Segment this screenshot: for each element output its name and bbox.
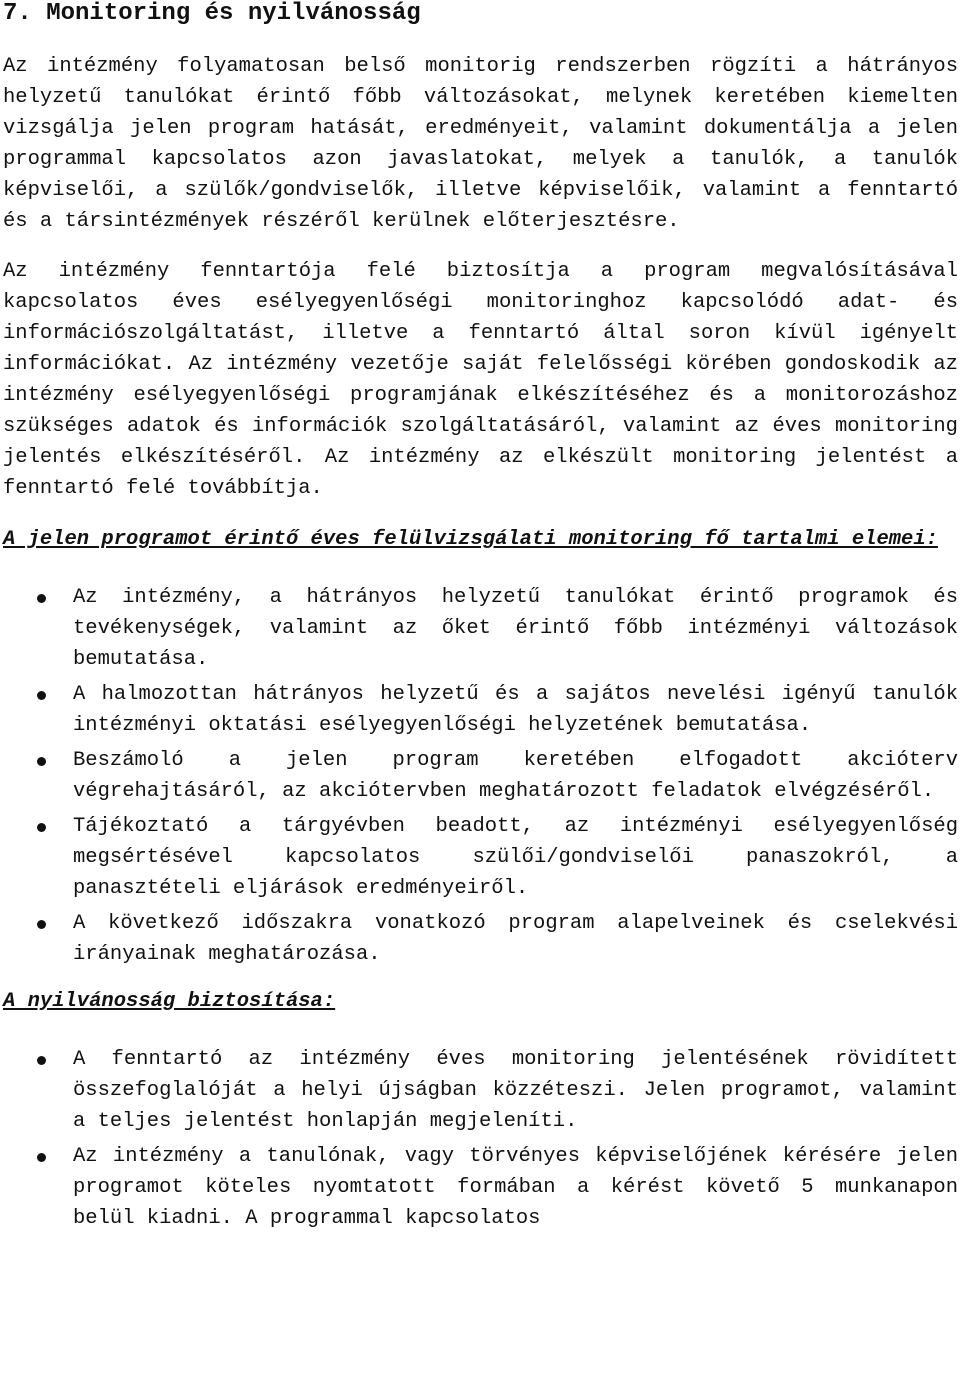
publicity-heading: A nyilvánosság biztosítása: — [3, 990, 336, 1013]
data-provision-paragraph: Az intézmény fenntartója felé biztosítja a program megvalósításával kapcsolatos éves esélyegyenlőségi monitoringhoz kapcsolódó adat- és információszolgáltatást, illetve a fenntartó által soron kívül igényelt információkat. Az intézmény vezetője saját felelősségi körében gondoskodik az intézmény esélyegyenlőségi programjának elkészítéséhez és a monitorozáshoz szükséges adatok és információk szolgáltatásáról, valamint az éves monitoring jelentés elkészítéséről. Az intézmény az elkészült monitoring jelentést a fenntartó felé továbbítja. — [3, 260, 958, 500]
bullet-icon — [37, 823, 46, 832]
bullet-icon — [37, 1056, 46, 1065]
list-item — [3, 1141, 958, 1234]
list-item — [3, 1044, 958, 1137]
list-item-text: A következő időszakra vonatkozó program alapelveinek és cselekvési irányainak meghatározása. — [73, 912, 958, 966]
review-list — [3, 582, 958, 970]
list-item — [3, 745, 958, 807]
list-item — [3, 582, 958, 675]
document-page — [3, 0, 958, 1238]
list-item — [3, 908, 958, 970]
list-item-text: Az intézmény, a hátrányos helyzetű tanulókat érintő programok és tevékenységek, valamint az őket érintő főbb intézményi változások bemutatása. — [73, 586, 958, 671]
publicity-list — [3, 1044, 958, 1234]
list-item — [3, 679, 958, 741]
bullet-icon — [37, 594, 46, 603]
bullet-icon — [37, 757, 46, 766]
bullet-icon — [37, 691, 46, 700]
bullet-icon — [37, 920, 46, 929]
list-item-text: Az intézmény a tanulónak, vagy törvényes képviselőjének kérésére jelen programot köteles nyomtatott formában a kérést követő 5 munkanapon belül kiadni. A programmal kapcsolatos — [73, 1145, 958, 1230]
review-heading: A jelen programot érintő éves felülvizsgálati monitoring fő tartalmi elemei: — [3, 528, 938, 551]
list-item-text: Tájékoztató a tárgyévben beadott, az intézményi esélyegyenlőség megsértésével kapcsolatos szülői/gondviselői panaszokról, a panasztételi eljárások eredményeiről. — [73, 815, 958, 900]
list-item — [3, 811, 958, 904]
list-item-text: Beszámoló a jelen program keretében elfogadott akcióterv végrehajtásáról, az akciótervben meghatározott feladatok elvégzéséről. — [73, 749, 958, 803]
list-item-text: A halmozottan hátrányos helyzetű és a sajátos nevelési igényű tanulók intézményi oktatási esélyegyenlőségi helyzetének bemutatása. — [73, 683, 958, 737]
intro-paragraph: Az intézmény folyamatosan belső monitorig rendszerben rögzíti a hátrányos helyzetű tanulókat érintő főbb változásokat, melynek keretében kiemelten vizsgálja jelen program hatását, eredményeit, valamint dokumentálja a jelen programmal kapcsolatos azon javaslatokat, melyek a tanulók, a tanulók képviselői, a szülők/gondviselők, illetve képviselőik, valamint a fenntartó és a társintézmények részéről kerülnek előterjesztésre. — [3, 55, 958, 233]
section-title: 7. Monitoring és nyilvánosság — [3, 0, 421, 27]
bullet-icon — [37, 1153, 46, 1162]
list-item-text: A fenntartó az intézmény éves monitoring jelentésének rövidített összefoglalóját a helyi újságban közzéteszi. Jelen programot, valamint a teljes jelentést honlapján megjeleníti. — [73, 1048, 958, 1133]
